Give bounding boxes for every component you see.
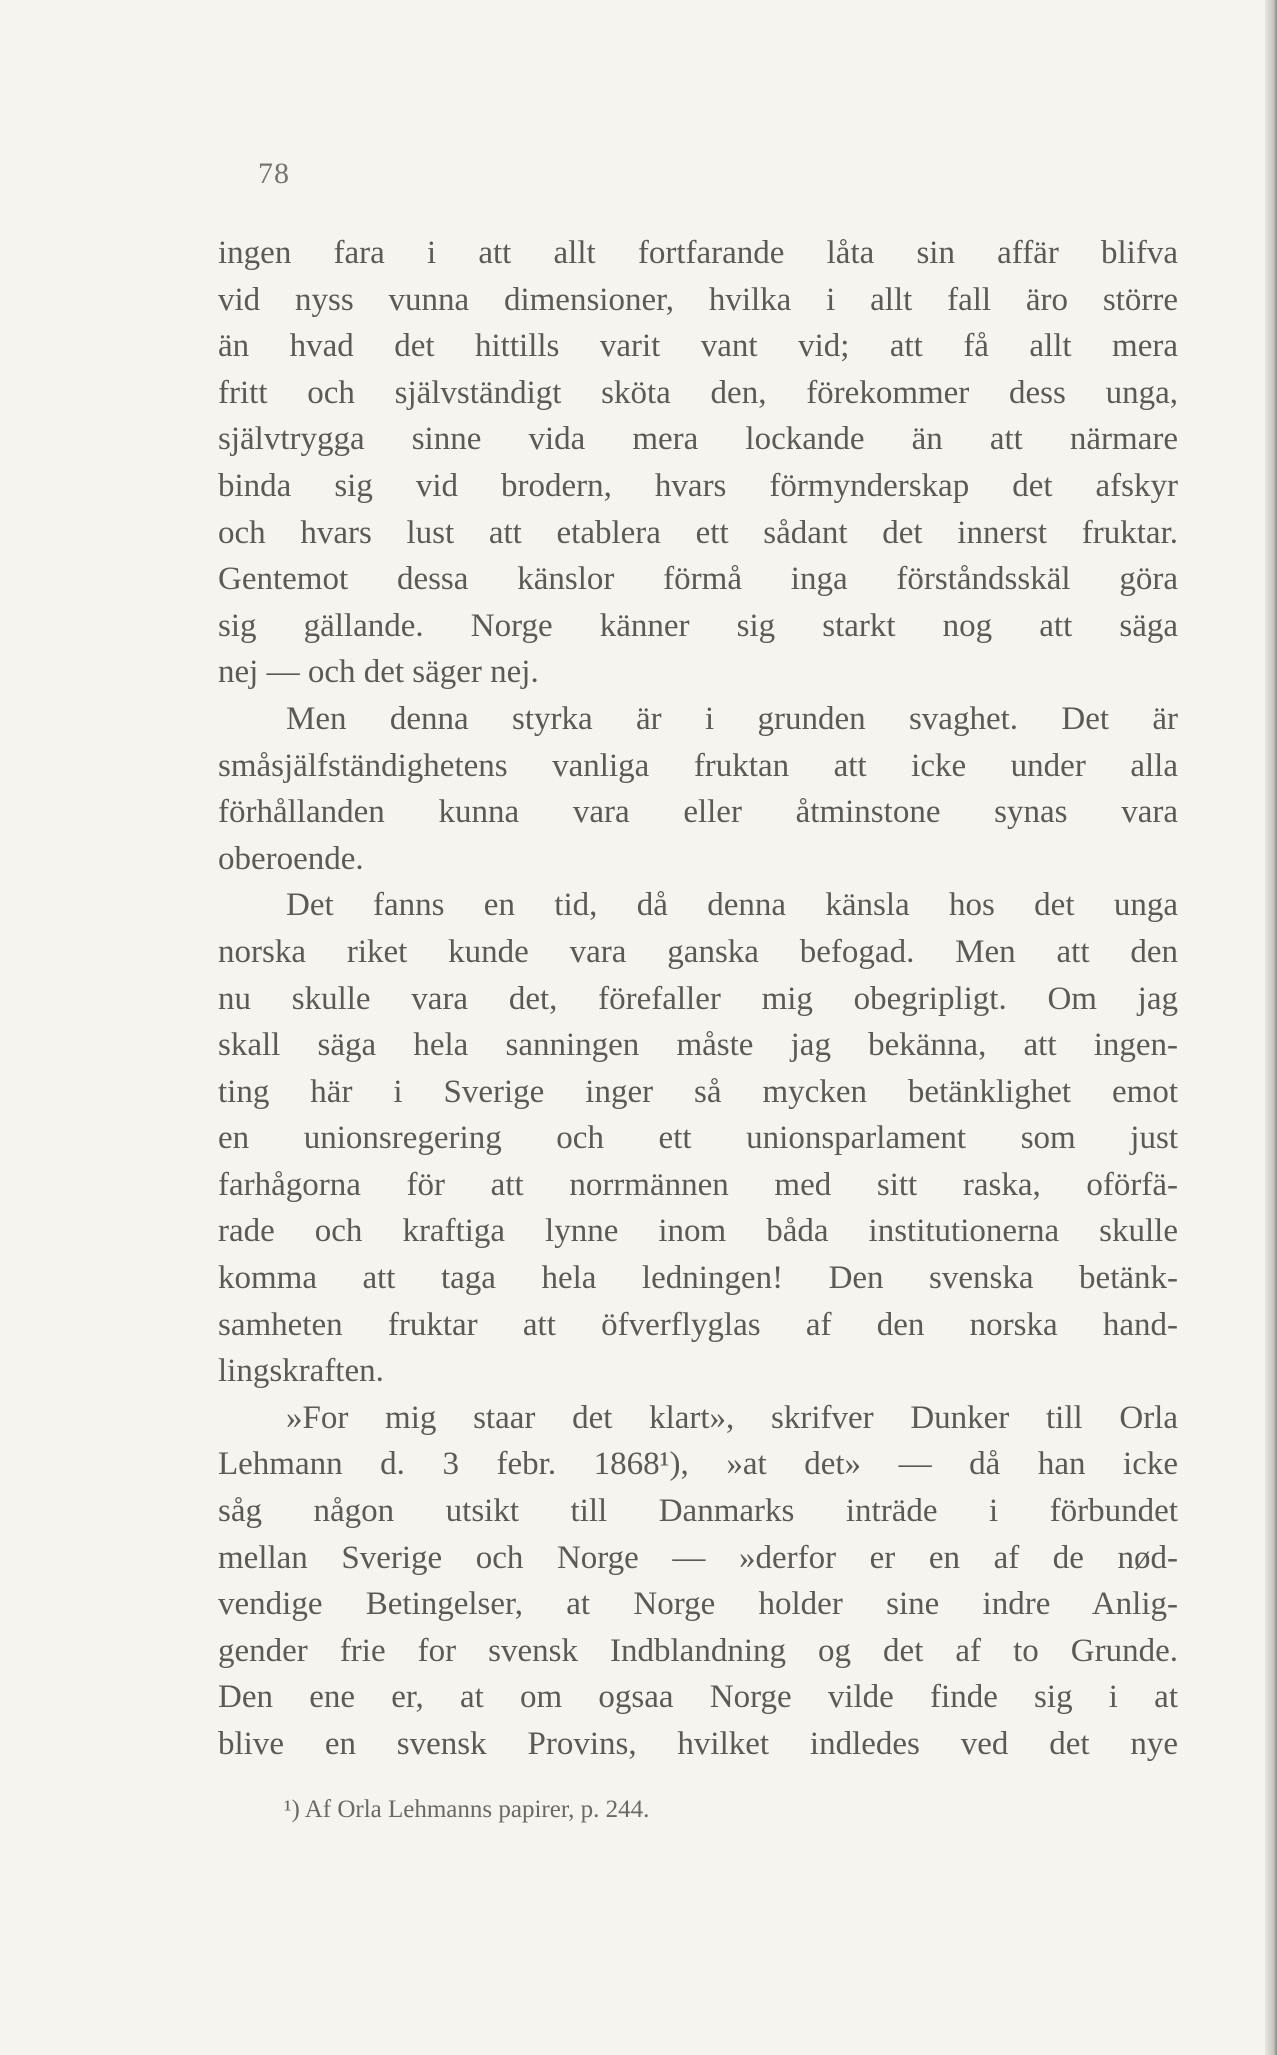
text-line: förhållanden kunna vara eller åtminstone synas vara [218, 794, 1178, 831]
text-line: gender frie for svensk Indblandning og det af to Grunde. [218, 1632, 1178, 1669]
page-edge-shadow [1265, 0, 1277, 2055]
text-line: Gentemot dessa känslor förmå inga förståndsskäl göra [218, 561, 1178, 598]
body-text [218, 230, 1178, 1768]
text-line: ingen fara i att allt fortfarande låta sin affär blifva [218, 235, 1178, 271]
text-line: Men denna styrka är i grunden svaghet. Det är [286, 700, 1178, 737]
text-line: nu skulle vara det, förefaller mig obegripligt. Om jag [218, 980, 1178, 1017]
text-line: Den ene er, at om ogsaa Norge vilde finde sig i at [218, 1679, 1178, 1716]
text-line: norska riket kunde vara ganska befogad. Men att den [218, 933, 1178, 970]
text-line: binda sig vid brodern, hvars förmynderskap det afskyr [218, 467, 1178, 504]
text-line: än hvad det hittills varit vant vid; att få allt mera [218, 328, 1178, 365]
text-line: ting här i Sverige inger så mycken betänklighet emot [218, 1073, 1178, 1110]
text-line: småsjälfständighetens vanliga fruktan att icke under alla [218, 747, 1178, 784]
text-line: fritt och självständigt sköta den, förekommer dess unga, [218, 374, 1178, 411]
text-line: självtrygga sinne vida mera lockande än att närmare [218, 421, 1178, 458]
text-line: blive en svensk Provins, hvilket indledes ved det nye [218, 1726, 1178, 1762]
text-line: mellan Sverige och Norge — »derfor er en af de nød- [218, 1539, 1178, 1576]
text-line: komma att taga hela ledningen! Den svenska betänk- [218, 1260, 1178, 1297]
text-line: såg någon utsikt till Danmarks inträde i förbundet [218, 1493, 1178, 1530]
text-line: rade och kraftiga lynne inom båda institutionerna skulle [218, 1213, 1178, 1250]
text-line: nej — och det säger nej. [218, 654, 539, 691]
page-number: 78 [258, 157, 290, 190]
text-line: farhågorna för att norrmännen med sitt raska, oförfä- [218, 1166, 1178, 1203]
text-line: oberoende. [218, 840, 364, 877]
text-line: och hvars lust att etablera ett sådant det innerst fruktar. [218, 514, 1178, 551]
text-line: vendige Betingelser, at Norge holder sine indre Anlig- [218, 1586, 1178, 1623]
footnote: ¹) Af Orla Lehmanns papirer, p. 244. [284, 1796, 650, 1823]
text-line: Lehmann d. 3 febr. 1868¹), »at det» — då han icke [218, 1446, 1178, 1483]
text-line: sig gällande. Norge känner sig starkt nog att säga [218, 607, 1178, 644]
text-line: samheten fruktar att öfverflyglas af den norska hand- [218, 1306, 1178, 1343]
text-line: en unionsregering och ett unionsparlament som just [218, 1120, 1178, 1157]
text-line: »For mig staar det klart», skrifver Dunker till Orla [286, 1399, 1178, 1436]
text-line: skall säga hela sanningen måste jag bekänna, att ingen- [218, 1027, 1178, 1064]
text-line: vid nyss vunna dimensioner, hvilka i allt fall äro större [218, 281, 1178, 318]
text-line: lingskraften. [218, 1353, 384, 1390]
text-line: Det fanns en tid, då denna känsla hos det unga [286, 887, 1178, 924]
